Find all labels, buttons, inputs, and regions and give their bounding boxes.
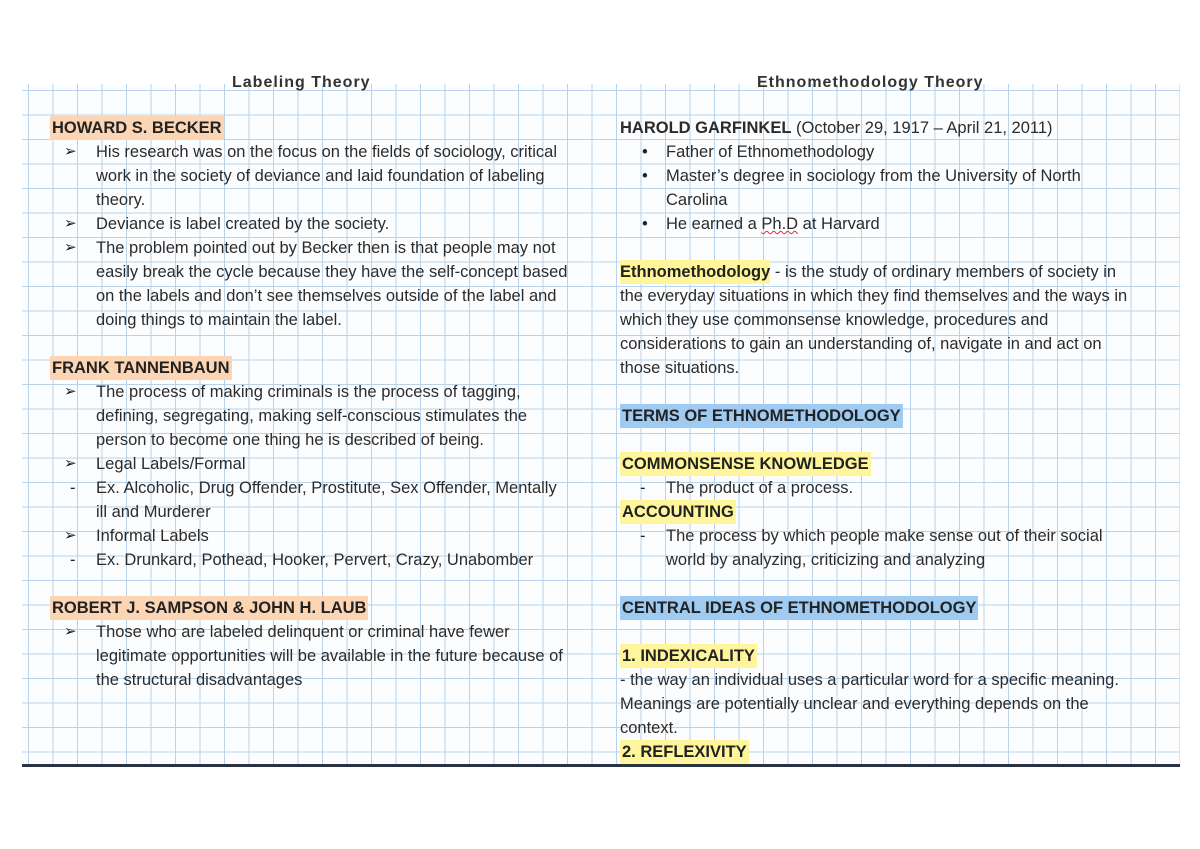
becker-heading: HOWARD S. BECKER (50, 116, 224, 140)
right-title: Ethnomethodology Theory (757, 74, 984, 91)
list-item: - Ex. Alcoholic, Drug Offender, Prostitute, Sex Offender, Mentally ill and Murderer (50, 476, 570, 524)
accounting-list (620, 524, 1140, 572)
definition-term: Ethnomethodology (620, 260, 770, 284)
commonsense-heading: COMMONSENSE KNOWLEDGE (620, 452, 871, 476)
becker-list (50, 140, 570, 332)
central-ideas-heading: CENTRAL IDEAS OF ETHNOMETHODOLOGY (620, 596, 978, 620)
garfinkel-dates: (October 29, 1917 – April 21, 2011) (791, 119, 1053, 137)
dash-bullet-icon: - (70, 551, 76, 569)
indexicality-heading: 1. INDEXICALITY (620, 644, 757, 668)
becker-section (50, 116, 570, 332)
dash-bullet-icon: - (640, 527, 646, 545)
dot-bullet-icon: • (642, 215, 648, 233)
list-item: • Father of Ethnomethodology (620, 140, 1140, 164)
definition-text: - is the study of ordinary members of society in the everyday situations in which they find themselves and the ways in which they use commonsense knowledge, procedures and considerations to gain an understanding of, navigate in and act on those situations. (620, 263, 1128, 377)
dot-bullet-icon: • (642, 143, 648, 161)
tannenbaum-list (50, 380, 570, 572)
arrow-bullet-icon: ➢ (64, 215, 77, 232)
commonsense-list (620, 476, 1140, 500)
list-item: • Master’s degree in sociology from the University of North Carolina (620, 164, 1140, 212)
labeling-column (50, 116, 570, 692)
garfinkel-name: HAROLD GARFINKEL (620, 119, 792, 137)
sampson-heading: ROBERT J. SAMPSON & JOHN H. LAUB (50, 596, 368, 620)
dash-bullet-icon: - (640, 479, 646, 497)
list-item: - The process by which people make sense out of their social world by analyzing, criticizing and analyzing (620, 524, 1140, 572)
list-item: ➢ The process of making criminals is the process of tagging, defining, segregating, making self-conscious stimulates the person to become one thing he is described of being. (50, 380, 570, 452)
list-item: • He earned a Ph.D at Harvard (620, 212, 1140, 236)
dot-bullet-icon: • (642, 167, 648, 185)
sampson-section (50, 596, 570, 692)
indexicality-text: - the way an individual uses a particular word for a specific meaning. Meanings are potentially unclear and everything depends on the context. (620, 671, 1119, 737)
left-title: Labeling Theory (232, 74, 371, 91)
notes-sheet (22, 74, 1180, 767)
garfinkel-list (620, 140, 1140, 236)
ethnomethodology-definition (620, 260, 1140, 380)
list-item: ➢ Those who are labeled delinquent or criminal have fewer legitimate opportunities will be available in the future because of the structural disadvantages (50, 620, 570, 692)
list-item: - Ex. Drunkard, Pothead, Hooker, Pervert, Crazy, Unabomber (50, 548, 570, 572)
list-item: ➢ The problem pointed out by Becker then is that people may not easily break the cycle because they have the self-concept based on the labels and don’t see themselves outside of the label and doing things to maintain the label. (50, 236, 570, 332)
arrow-bullet-icon: ➢ (64, 623, 77, 640)
arrow-bullet-icon: ➢ (64, 455, 77, 472)
list-item: ➢ Deviance is label created by the society. (50, 212, 570, 236)
list-item: - The product of a process. (620, 476, 1140, 500)
tannenbaum-heading: FRANK TANNENBAUN (50, 356, 232, 380)
arrow-bullet-icon: ➢ (64, 239, 77, 256)
reflexivity-heading: 2. REFLEXIVITY (620, 740, 749, 764)
phd-word: Ph.D (761, 215, 799, 233)
list-item: ➢ Legal Labels/Formal (50, 452, 570, 476)
garfinkel-line (620, 116, 1140, 140)
list-item: ➢ His research was on the focus on the fields of sociology, critical work in the society of deviance and laid foundation of labeling theory. (50, 140, 570, 212)
ethnomethodology-column (620, 116, 1140, 764)
arrow-bullet-icon: ➢ (64, 383, 77, 400)
arrow-bullet-icon: ➢ (64, 527, 77, 544)
list-item: ➢ Informal Labels (50, 524, 570, 548)
tannenbaum-section (50, 356, 570, 572)
dash-bullet-icon: - (70, 479, 76, 497)
accounting-heading: ACCOUNTING (620, 500, 736, 524)
terms-heading: TERMS OF ETHNOMETHODOLOGY (620, 404, 903, 428)
arrow-bullet-icon: ➢ (64, 143, 77, 160)
sampson-list (50, 620, 570, 692)
garfinkel-section (620, 116, 1140, 236)
